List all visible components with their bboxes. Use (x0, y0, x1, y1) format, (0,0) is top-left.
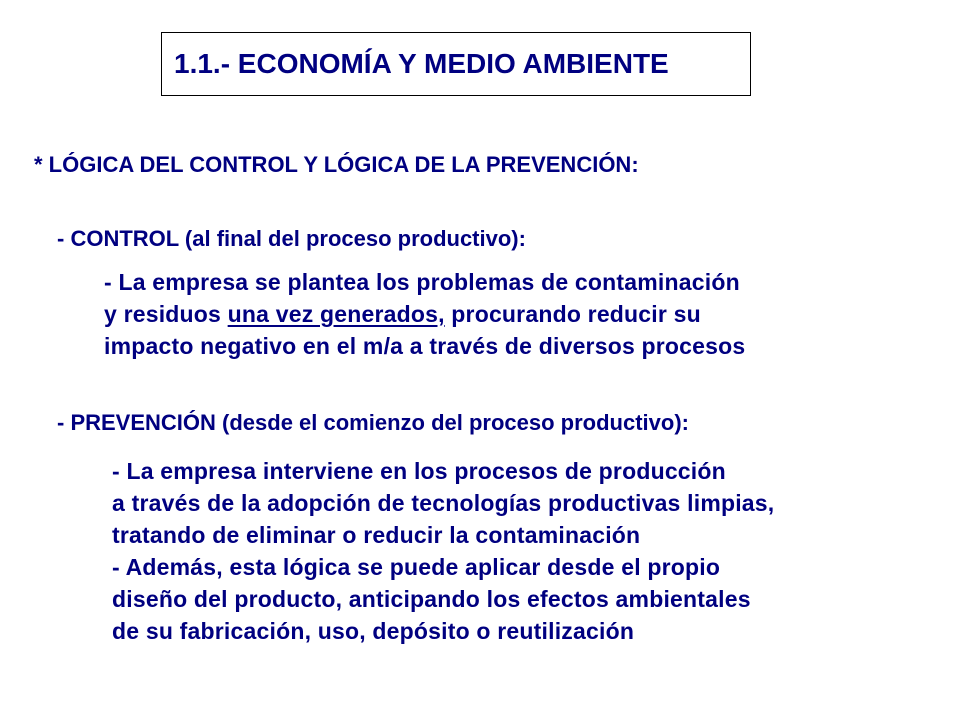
prevention-paragraph (112, 455, 774, 647)
slide-title: 1.1.- ECONOMÍA Y MEDIO AMBIENTE (174, 48, 669, 79)
prevention-line-2: a través de la adopción de tecnologías productivas limpias, (112, 490, 775, 516)
prevention-line-4: - Además, esta lógica se puede aplicar desde el propio (112, 554, 721, 580)
prevention-line-5: diseño del producto, anticipando los efectos ambientales (112, 586, 751, 612)
control-line-3: impacto negativo en el m/a a través de diversos procesos (104, 333, 746, 359)
prevention-line-6: de su fabricación, uso, depósito o reutilización (112, 618, 635, 644)
control-line-2-end: procurando reducir su (444, 301, 701, 327)
control-subheading: - CONTROL (al final del proceso productivo): (57, 226, 526, 251)
control-line-1: - La empresa se plantea los problemas de contaminación (104, 269, 740, 295)
control-line-2-start: y residuos (104, 301, 228, 327)
prevention-subheading: - PREVENCIÓN (desde el comienzo del proceso productivo): (57, 410, 689, 435)
control-paragraph (104, 266, 745, 362)
prevention-line-3: tratando de eliminar o reducir la contaminación (112, 522, 641, 548)
prevention-line-1: - La empresa interviene en los procesos de producción (112, 458, 726, 484)
underlined-phrase: una vez generados, (227, 301, 445, 327)
section-heading: * LÓGICA DEL CONTROL Y LÓGICA DE LA PREVENCIÓN: (34, 152, 639, 177)
title-box (161, 32, 751, 96)
control-line-2 (104, 298, 745, 330)
